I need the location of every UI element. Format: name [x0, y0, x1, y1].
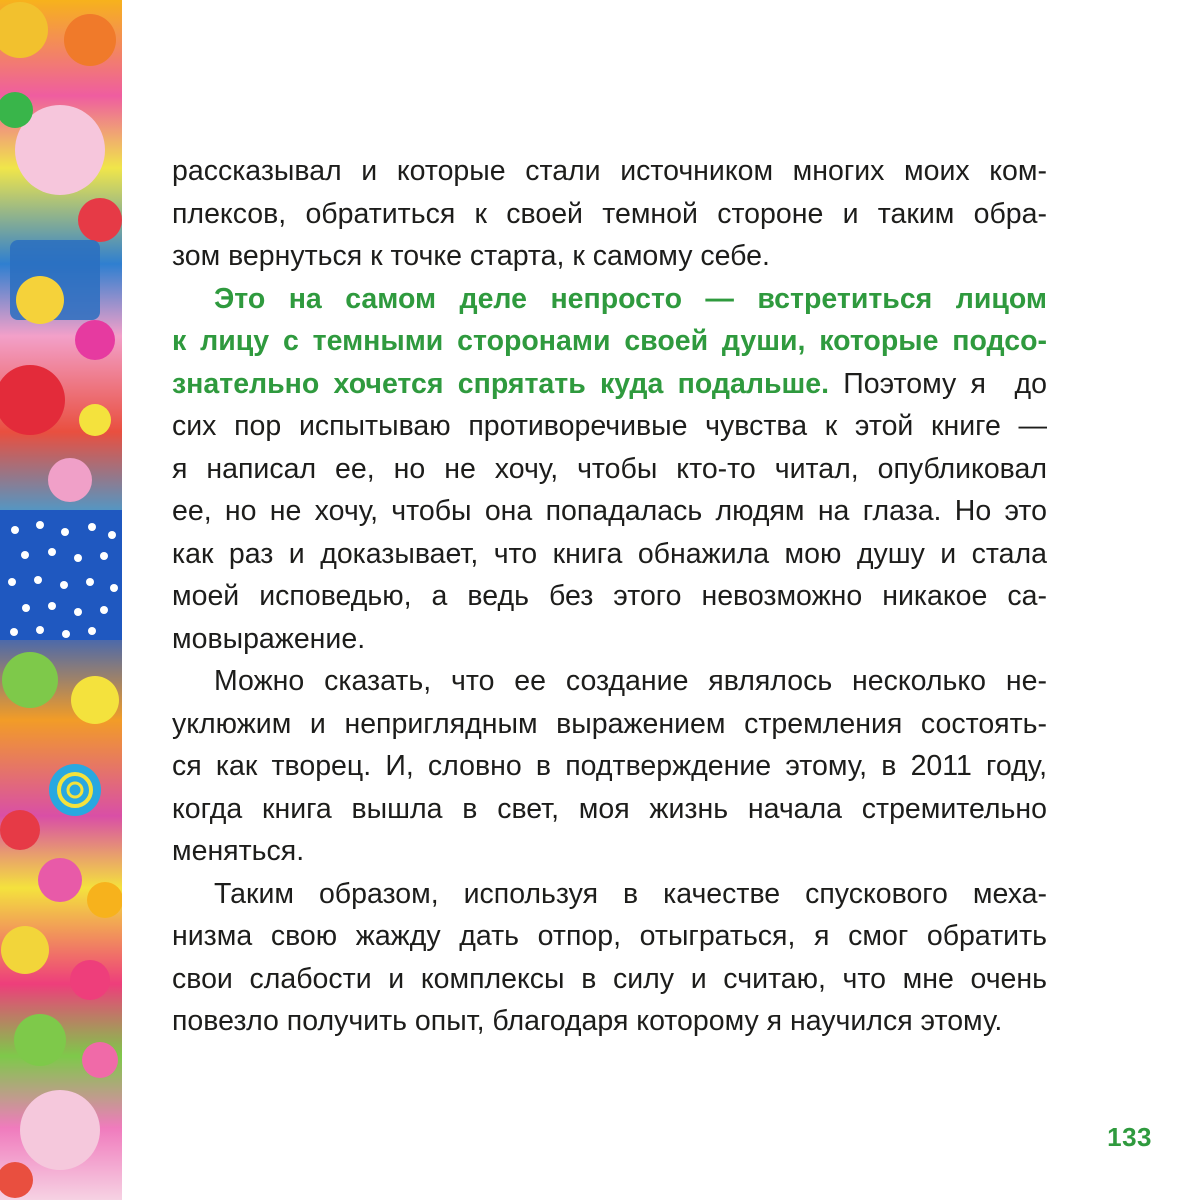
- text-line: низма свою жажду дать отпор, отыграться, я смог обратить: [172, 920, 1047, 952]
- text-line: ее, но не хочу, чтобы она попадалась людям на глаза. Но это: [172, 495, 1047, 527]
- text-line: Можно сказать, что ее создание являлось несколько не-: [214, 665, 1047, 697]
- text-line: когда книга вышла в свет, моя жизнь начала стремительно: [172, 792, 1047, 825]
- text-line: свои слабости и комплексы в силу и считаю, что мне очень: [172, 962, 1047, 995]
- text-line: плексов, обратиться к своей темной стороне и таким обра-: [172, 197, 1047, 230]
- text-line: я написал ее, но не хочу, чтобы кто-то читал, опубликовал: [172, 452, 1047, 485]
- highlighted-text: знательно хочется спрятать куда подальше.: [172, 367, 829, 400]
- text-line: сих пор испытываю противоречивые чувства к этой книге —: [172, 410, 1047, 442]
- body-text: [172, 150, 1047, 1043]
- candy-decoration-icon: [0, 0, 122, 1200]
- text-line: ся как творец. И, словно в подтверждение этому, в 2011 году,: [172, 750, 1047, 782]
- candy-photo-strip: [0, 0, 122, 1200]
- paragraph-2: [172, 278, 1047, 661]
- text-line: рассказывал и которые стали источником многих моих ком-: [172, 155, 1047, 187]
- text-line: меняться.: [172, 835, 305, 867]
- text-fragment: Поэтому я до: [829, 367, 1047, 400]
- text-line: как раз и доказывает, что книга обнажила мою душу и стала: [172, 537, 1047, 570]
- text-line: зом вернуться к точке старта, к самому себе.: [172, 240, 770, 272]
- page-number: 133: [1107, 1122, 1152, 1152]
- text-line: Таким образом, используя в качестве спускового меха-: [214, 877, 1047, 910]
- highlighted-line: к лицу с темными сторонами своей души, которые подсо-: [172, 325, 1047, 357]
- paragraph-4: [172, 873, 1047, 1043]
- paragraph-1: [172, 150, 1047, 278]
- highlighted-line: Это на самом деле непросто — встретиться лицом: [214, 282, 1047, 315]
- text-line: моей исповедью, а ведь без этого невозможно никакое са-: [172, 580, 1047, 612]
- paragraph-3: [172, 660, 1047, 873]
- text-line: уклюжим и неприглядным выражением стремления состоять-: [172, 707, 1047, 740]
- mixed-line: [172, 363, 1047, 406]
- text-line: мовыражение.: [172, 622, 366, 655]
- text-line: повезло получить опыт, благодаря которому я научился этому.: [172, 1005, 1003, 1037]
